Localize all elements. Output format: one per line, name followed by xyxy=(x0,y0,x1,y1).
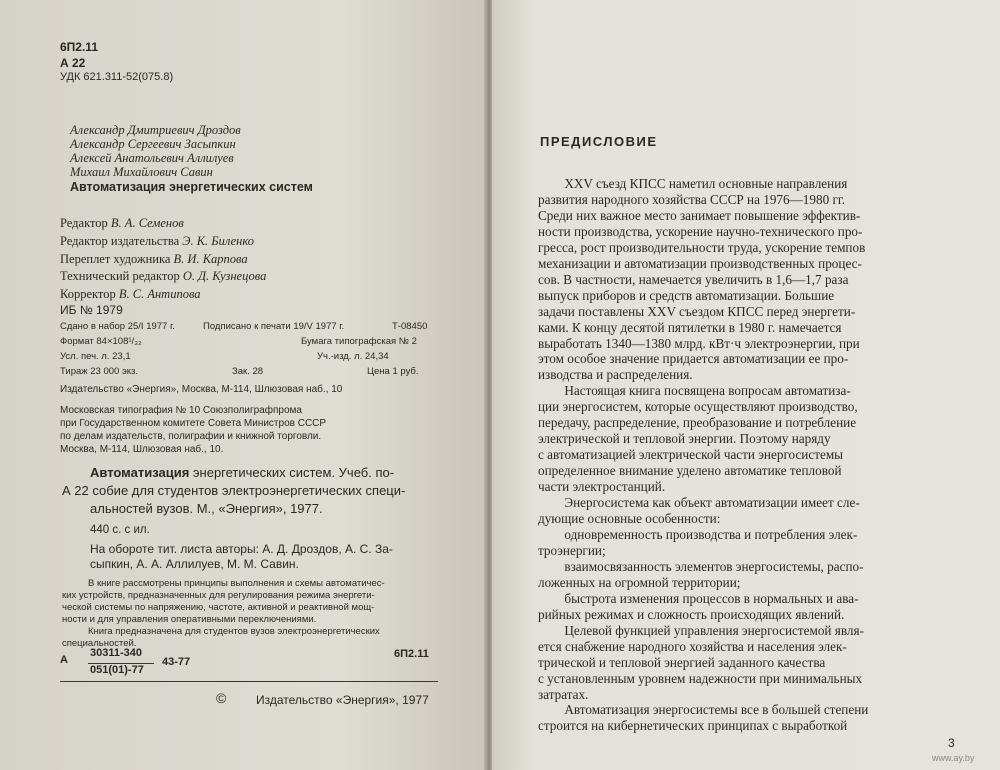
text-line: одновременность производства и потребления элек- xyxy=(538,526,858,542)
annotation-line: специальностей. xyxy=(62,638,137,649)
imprint-price: Цена 1 руб. xyxy=(367,366,419,377)
text-line: Настоящая книга посвящена вопросам автоматиза- xyxy=(538,383,851,399)
card-reverse: На обороте тит. листа авторы: А. Д. Дроздов, А. С. За- xyxy=(90,542,393,556)
text-line: выработать 1340—1380 млрд. кВт·ч электроэнергии, при xyxy=(538,335,860,351)
imprint-zak: Зак. 28 xyxy=(232,366,264,377)
imprint-format: Формат 84×108¹/₃₂ xyxy=(60,336,142,347)
card-title-line xyxy=(90,465,394,480)
class-letter: А xyxy=(60,654,68,666)
staff-name: Э. К. Биленко xyxy=(182,234,255,248)
preface-text xyxy=(538,176,958,734)
preface-heading: ПРЕДИСЛОВИЕ xyxy=(540,134,658,149)
text-line: части электростанций. xyxy=(538,479,666,495)
author-name: Александр Дмитриевич Дроздов xyxy=(70,123,241,137)
staff-role: Корректор xyxy=(60,287,116,301)
staff-role: Переплет художника xyxy=(60,252,171,266)
text-line: с установленным уровнем надежности при минимальных xyxy=(538,670,863,686)
watermark: www.ay.by xyxy=(932,753,975,763)
text-line: троэнергии; xyxy=(538,542,606,558)
text-line: дующие основные особенности: xyxy=(538,511,721,527)
author-name: Алексей Анатольевич Аллилуев xyxy=(70,151,234,165)
text-line: XXV съезд КПСС наметил основные направления xyxy=(538,176,848,191)
text-line: ции энергосистем, которые осуществляют производство, xyxy=(538,399,858,415)
text-line: выпуск приборов и средств автоматизации. Большие xyxy=(538,287,835,303)
text-line: Целевой функцией управления энергосистемой явля- xyxy=(538,622,864,638)
staff-role: Редактор издательства xyxy=(60,234,180,248)
imprint-usl: Усл. печ. л. 23,1 xyxy=(60,351,131,362)
printer-line: при Государственном комитете Совета Министров СССР xyxy=(60,418,327,429)
card-title-bold: Автоматизация xyxy=(90,465,190,480)
card-pages: 440 с. с ил. xyxy=(90,524,150,536)
text-line: ности производства, ускорение научно-технического про- xyxy=(538,223,863,239)
card-title-rest: энергетических систем. Учеб. по- xyxy=(189,465,395,480)
imprint-signed: Подписано к печати 19/V 1977 г. xyxy=(203,321,345,332)
bbk-code: 6П2.11 xyxy=(60,40,98,54)
copyright-text: Издательство «Энергия», 1977 xyxy=(256,693,429,707)
text-line: Автоматизация энергосистемы все в большей степени xyxy=(538,702,869,718)
imprint-paper: Бумага типографская № 2 xyxy=(301,336,417,347)
text-line: Энергосистема как объект автоматизации имеет сле- xyxy=(538,495,860,511)
imprint-t-code: Т-08450 xyxy=(392,321,428,332)
staff-name: В. И. Карпова xyxy=(173,252,248,266)
class-denominator: 051(01)-77 xyxy=(90,664,144,676)
printer-line: Москва, М-114, Шлюзовая наб., 10. xyxy=(60,444,224,455)
text-line: трической и тепловой энергией заданного качества xyxy=(538,654,826,670)
card-line: А 22 собие для студентов электроэнергетических специ- xyxy=(62,483,406,498)
ib-number: ИБ № 1979 xyxy=(60,303,123,317)
book-title: Автоматизация энергетических систем xyxy=(70,180,313,194)
staff-name: О. Д. Кузнецова xyxy=(182,269,267,283)
annotation-line: ких устройств, предназначенных для регулирования режима энергети- xyxy=(62,590,375,601)
author-letter: А 22 xyxy=(60,56,86,70)
author-name: Александр Сергеевич Засыпкин xyxy=(70,137,236,151)
staff-line xyxy=(60,287,201,302)
right-page xyxy=(492,0,1000,770)
annotation-line: ности и для управления оперативными переключениями. xyxy=(62,614,317,625)
text-line: электрической и тепловой энергии. Поэтому наряду xyxy=(538,431,831,447)
annotation-line: В книге рассмотрены принципы выполнения и схемы автоматичес- xyxy=(88,578,385,589)
text-line: этом особое значение придается автоматизации ее про- xyxy=(538,351,849,367)
publisher-line: Издательство «Энергия», Москва, М-114, Шлюзовая наб., 10 xyxy=(60,384,343,395)
card-line: альностей вузов. М., «Энергия», 1977. xyxy=(90,501,323,516)
imprint-tirazh: Тираж 23 000 экз. xyxy=(60,366,139,377)
text-line: сов. В частности, намечается увеличить в 1,6—1,7 раза xyxy=(538,271,849,287)
bottom-rule xyxy=(60,681,438,682)
printer-line: Московская типография № 10 Союзполиграфпрома xyxy=(60,405,302,416)
text-line: передачу, распределение, преобразование и потребление xyxy=(538,415,857,431)
imprint-uch: Уч.-изд. л. 24,34 xyxy=(317,351,389,362)
text-line: строится на кибернетических принципах с выработкой xyxy=(538,718,848,734)
class-number: 43-77 xyxy=(162,656,191,668)
staff-role: Редактор xyxy=(60,216,108,230)
text-line: рийных режимах и сложность происходящих явлений. xyxy=(538,606,845,622)
text-line: развития народного хозяйства СССР на 1976—1980 гг. xyxy=(538,191,846,207)
udk-code: УДК 621.311-52(075.8) xyxy=(60,71,174,83)
staff-line xyxy=(60,252,248,267)
imprint-sent: Сдано в набор 25/I 1977 г. xyxy=(60,321,175,332)
staff-role: Технический редактор xyxy=(60,269,180,283)
text-line: ками. К концу десятой пятилетки в 1980 г. намечается xyxy=(538,319,842,335)
card-reverse: сыпкин, А. А. Аллилуев, М. М. Савин. xyxy=(90,557,299,571)
text-line: определенное внимание уделено автоматике тепловой xyxy=(538,463,842,479)
staff-line xyxy=(60,216,184,231)
annotation-line: Книга предназначена для студентов вузов электроэнергетических xyxy=(88,626,380,637)
text-line: быстрота изменения процессов в нормальных и ава- xyxy=(538,590,859,606)
class-numerator: 30311-340 xyxy=(90,647,142,659)
text-line: задачи поставлены XXV съездом КПСС перед энергети- xyxy=(538,303,856,319)
text-line: изводства и распределения. xyxy=(538,367,693,383)
text-line: с автоматизацией электрической части энергосистемы xyxy=(538,447,844,463)
text-line: ется снабжение народного хозяйства и населения элек- xyxy=(538,638,847,654)
text-line: Среди них важное место занимает повышение эффектив- xyxy=(538,207,861,223)
text-line: гресса, рост производительности труда, ускорение темпов xyxy=(538,239,866,255)
printer-line: по делам издательств, полиграфии и книжной торговли. xyxy=(60,431,322,442)
text-line: механизации и автоматизации производственных процес- xyxy=(538,255,862,271)
staff-name: В. С. Антипова xyxy=(118,287,201,301)
page-number: 3 xyxy=(948,736,955,750)
annotation-line: ческой системы по напряжению, частоте, активной и реактивной мощ- xyxy=(62,602,375,613)
staff-line xyxy=(60,269,266,284)
staff-line xyxy=(60,234,254,249)
class-code: 6П2.11 xyxy=(394,648,429,660)
text-line: ложенных на огромной территории; xyxy=(538,574,741,590)
staff-name: В. А. Семенов xyxy=(110,216,184,230)
text-line: взаимосвязанность элементов энергосистемы, распо- xyxy=(538,558,864,574)
text-line: затратах. xyxy=(538,686,589,702)
author-name: Михаил Михайлович Савин xyxy=(70,165,213,179)
copyright-icon: © xyxy=(216,690,227,706)
left-page xyxy=(0,0,488,770)
